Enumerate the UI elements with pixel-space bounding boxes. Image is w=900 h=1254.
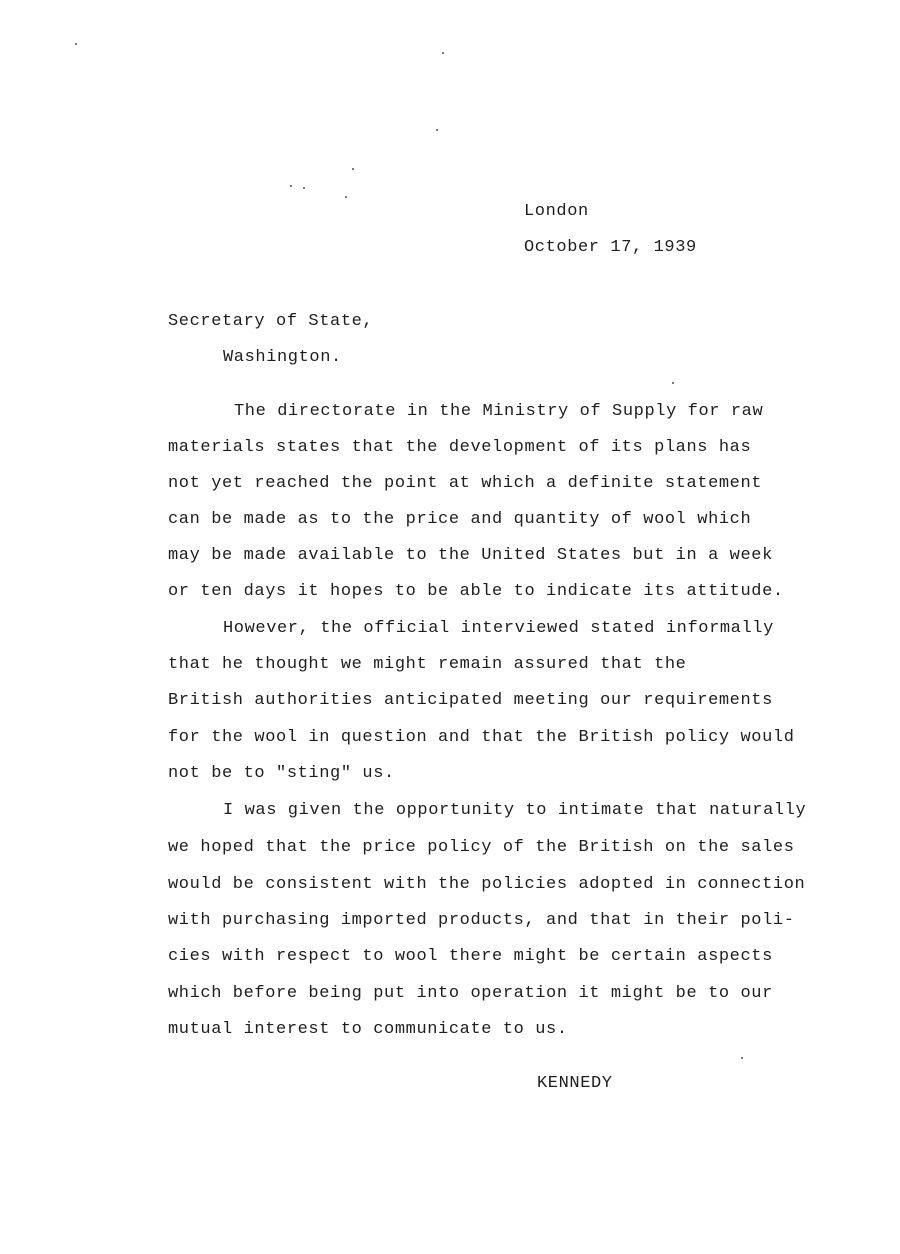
body-line: mutual interest to communicate to us. — [168, 1020, 568, 1039]
body-line: British authorities anticipated meeting our requirements — [168, 691, 773, 710]
scan-speck — [345, 196, 347, 198]
addressee-line-2: Washington. — [223, 348, 342, 367]
scan-speck — [436, 129, 438, 131]
scan-speck — [290, 185, 292, 187]
letter-date: October 17, 1939 — [524, 238, 697, 257]
body-line: or ten days it hopes to be able to indicate its attitude. — [168, 582, 784, 601]
addressee-line-1: Secretary of State, — [168, 312, 374, 331]
scan-speck — [303, 187, 305, 189]
signature: KENNEDY — [537, 1074, 613, 1093]
body-line: we hoped that the price policy of the British on the sales — [168, 838, 795, 857]
scan-speck — [442, 52, 444, 54]
scan-speck — [741, 1057, 743, 1059]
scan-speck — [672, 382, 674, 384]
body-line: not be to "sting" us. — [168, 764, 395, 783]
body-line: However, the official interviewed stated informally — [223, 619, 774, 638]
body-line: can be made as to the price and quantity of wool which — [168, 510, 752, 529]
body-line: materials states that the development of its plans has — [168, 438, 752, 457]
body-line: for the wool in question and that the British policy would — [168, 728, 795, 747]
body-line: not yet reached the point at which a definite statement — [168, 474, 763, 493]
body-line: I was given the opportunity to intimate that naturally — [223, 801, 807, 820]
body-line: cies with respect to wool there might be certain aspects — [168, 947, 773, 966]
letter-place: London — [524, 202, 589, 221]
scan-speck — [75, 43, 77, 45]
body-line: The directorate in the Ministry of Supply for raw — [234, 402, 764, 421]
body-line: may be made available to the United States but in a week — [168, 546, 773, 565]
body-line: would be consistent with the policies adopted in connection — [168, 875, 806, 894]
body-line: that he thought we might remain assured that the — [168, 655, 687, 674]
scan-speck — [352, 168, 354, 170]
body-line: with purchasing imported products, and that in their poli- — [168, 911, 795, 930]
body-line: which before being put into operation it might be to our — [168, 984, 773, 1003]
